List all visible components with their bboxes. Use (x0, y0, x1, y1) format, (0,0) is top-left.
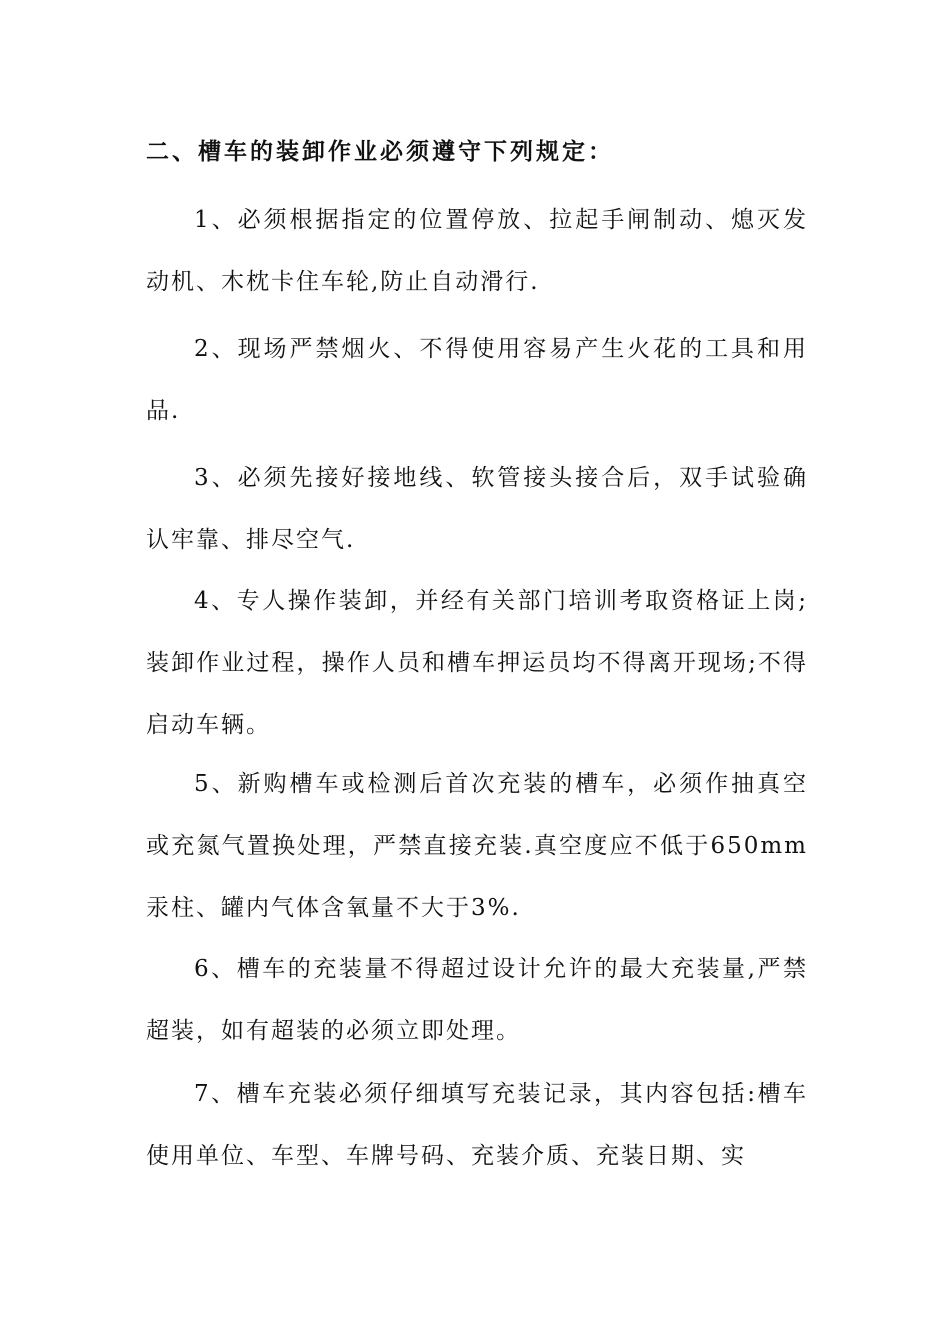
rule-paragraph-5: 5、新购槽车或检测后首次充装的槽车，必须作抽真空或充氮气置换处理，严禁直接充装.真空度应不低于650mm汞柱、罐内气体含氧量不大于3%. (146, 771, 808, 921)
rule-paragraph-3: 3、必须先接好接地线、软管接头接合后，双手试验确认牢靠、排尽空气. (146, 465, 808, 553)
rule-paragraph-7: 7、槽车充装必须仔细填写充装记录，其内容包括:槽车使用单位、车型、车牌号码、充装介质、充装日期、实 (146, 1081, 808, 1169)
rule-paragraph-6: 6、槽车的充装量不得超过设计允许的最大充装量,严禁超装，如有超装的必须立即处理。 (146, 956, 808, 1044)
rule-paragraph-2: 2、现场严禁烟火、不得使用容易产生火花的工具和用品. (146, 336, 808, 424)
rule-paragraph-1: 1、必须根据指定的位置停放、拉起手闸制动、熄灭发动机、木枕卡住车轮,防止自动滑行. (146, 207, 808, 295)
rule-paragraph-4: 4、专人操作装卸，并经有关部门培训考取资格证上岗;装卸作业过程，操作人员和槽车押运员均不得离开现场;不得启动车辆。 (146, 588, 808, 738)
section-heading: 二、槽车的装卸作业必须遵守下列规定： (146, 138, 614, 165)
